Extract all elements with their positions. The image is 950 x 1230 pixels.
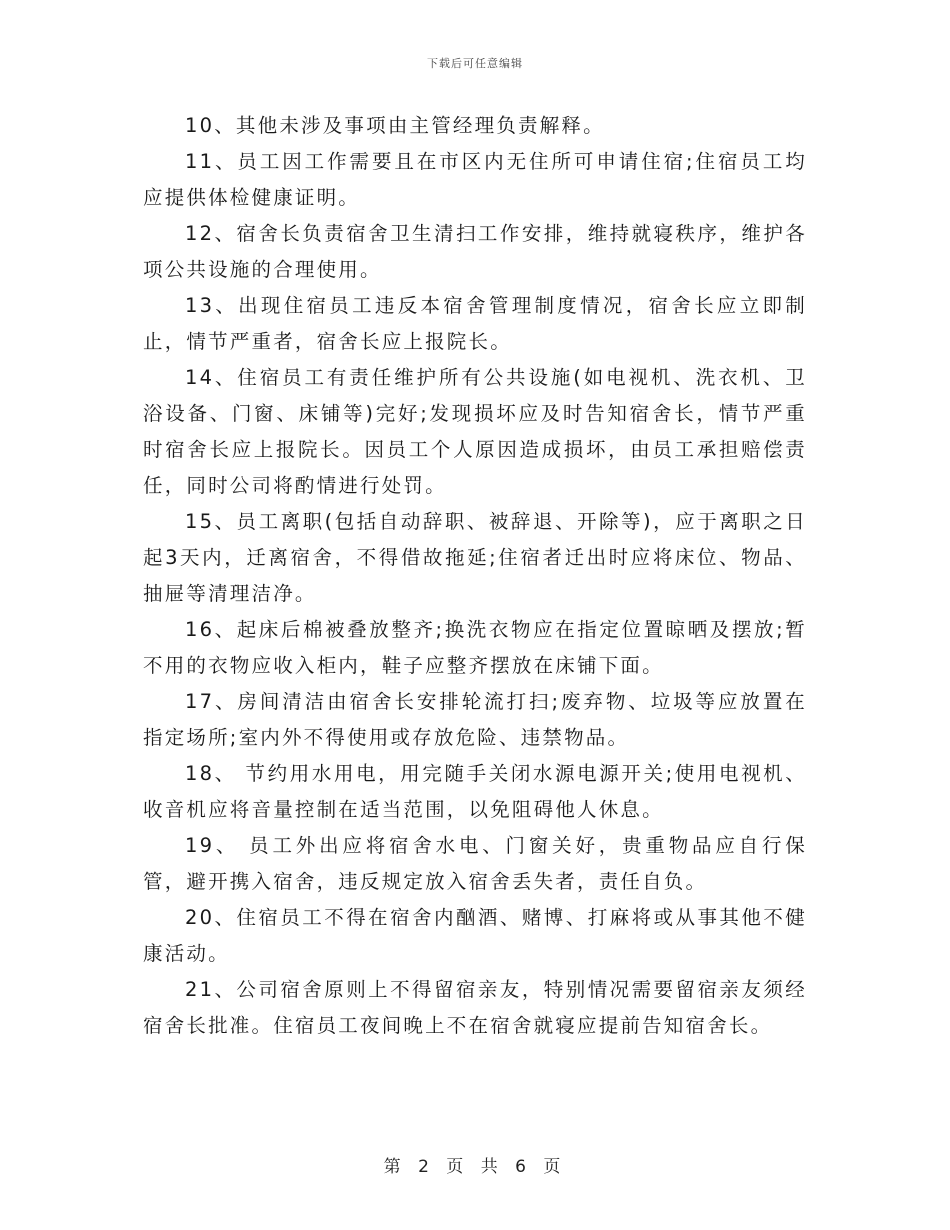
paragraph-14: 14、住宿员工有责任维护所有公共设施(如电视机、洗衣机、卫浴设备、门窗、床铺等)完好;发现损坏应及时告知宿舍长，情节严重时宿舍长应上报院长。因员工个人原因造成损坏，由员工承担赔偿责任，同时公司将酌情进行处罚。 (143, 366, 807, 497)
paragraph-16: 16、起床后棉被叠放整齐;换洗衣物应在指定位置晾晒及摆放;暂不用的衣物应收入柜内，鞋子应整齐摆放在床铺下面。 (143, 618, 807, 677)
paragraph-20: 20、住宿员工不得在宿舍内酗酒、赌博、打麻将或从事其他不健康活动。 (143, 906, 807, 965)
paragraph-19: 19、 员工外出应将宿舍水电、门窗关好，贵重物品应自行保管，避开携入宿舍，违反规定放入宿舍丢失者，责任自负。 (143, 834, 807, 893)
paragraph-18: 18、 节约用水用电，用完随手关闭水源电源开关;使用电视机、收音机应将音量控制在适当范围，以免阻碍他人休息。 (143, 762, 807, 821)
paragraph-12: 12、宿舍长负责宿舍卫生清扫工作安排，维持就寝秩序，维护各项公共设施的合理使用。 (143, 222, 807, 281)
paragraph-11: 11、员工因工作需要且在市区内无住所可申请住宿;住宿员工均应提供体检健康证明。 (143, 150, 807, 209)
paragraph-10: 10、其他未涉及事项由主管经理负责解释。 (185, 114, 605, 137)
page-number-footer: 第 2 页 共 6 页 (383, 1157, 567, 1177)
page-header: 下载后可任意编辑 (427, 57, 523, 70)
paragraph-17: 17、房间清洁由宿舍长安排轮流打扫;废弃物、垃圾等应放置在指定场所;室内外不得使用或存放危险、违禁物品。 (143, 690, 807, 749)
paragraph-21: 21、公司宿舍原则上不得留宿亲友，特别情况需要留宿亲友须经宿舍长批准。住宿员工夜间晚上不在宿舍就寝应提前告知宿舍长。 (143, 978, 807, 1037)
paragraph-15: 15、员工离职(包括自动辞职、被辞退、开除等)，应于离职之日起3天内，迁离宿舍，不得借故拖延;住宿者迁出时应将床位、物品、抽屉等清理洁净。 (143, 510, 807, 605)
paragraph-13: 13、出现住宿员工违反本宿舍管理制度情况，宿舍长应立即制止，情节严重者，宿舍长应上报院长。 (143, 294, 807, 353)
document-body (143, 108, 807, 1044)
